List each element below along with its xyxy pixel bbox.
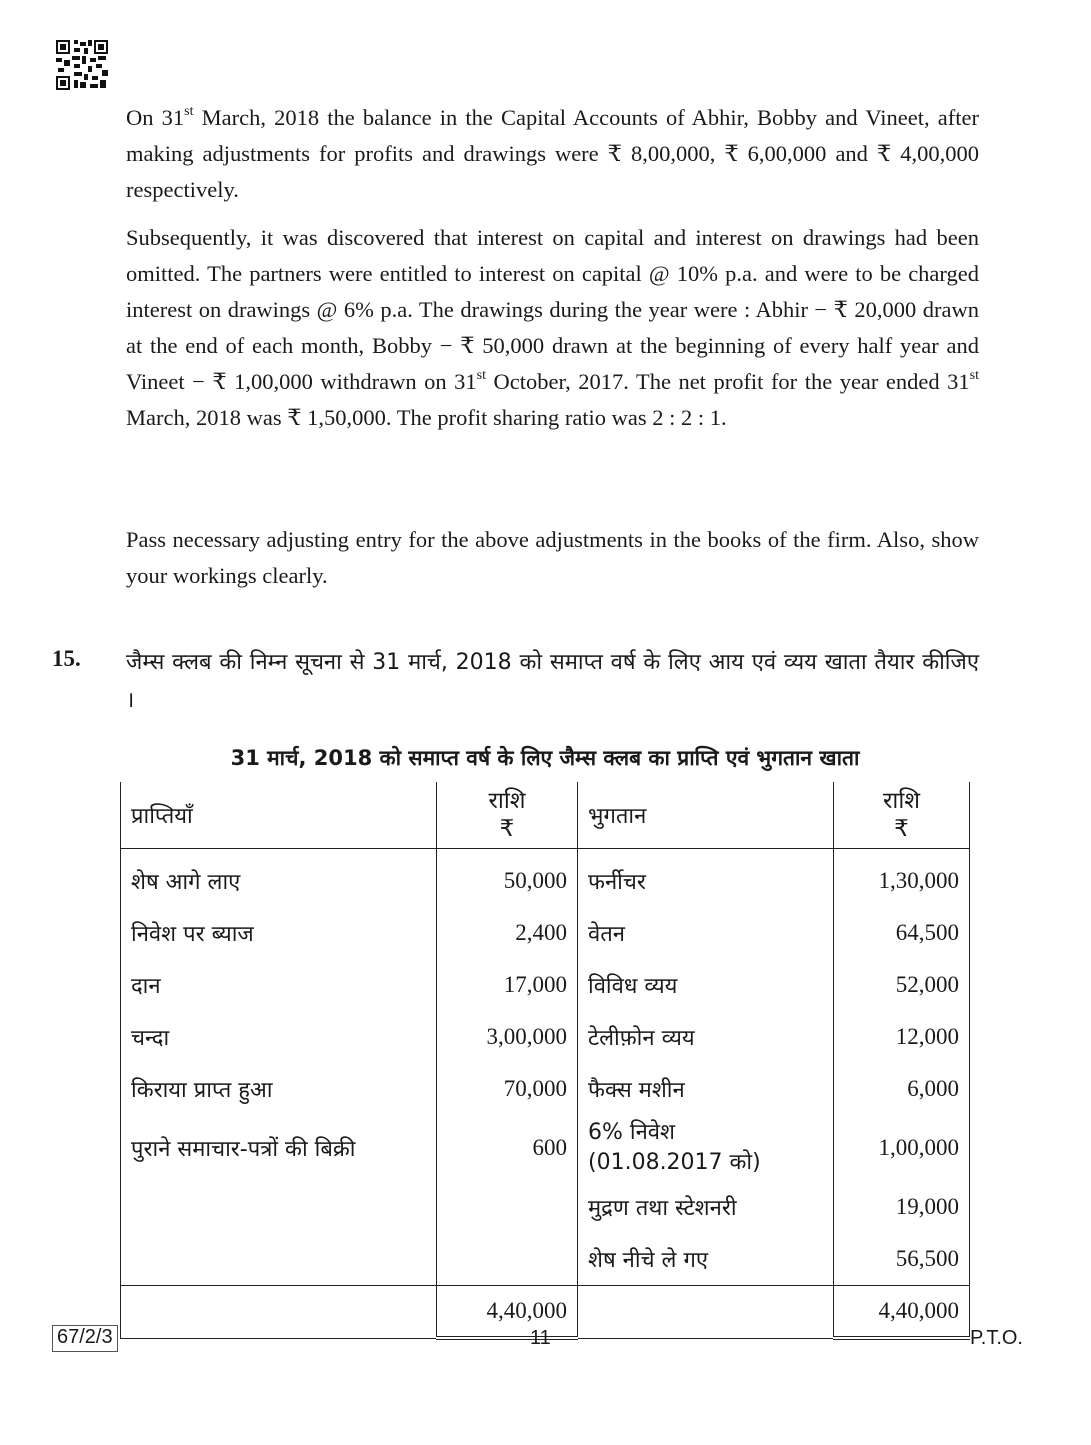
header-amount-payments: राशि ₹ [834,782,970,849]
payment-amount: 1,30,000 [834,849,970,908]
receipt-amount: 600 [437,1115,578,1181]
payment-item: 6% निवेश (01.08.2017 को) [578,1115,834,1181]
payment-amount: 1,00,000 [834,1115,970,1181]
payment-item: शेष नीचे ले गए [578,1233,834,1286]
receipt-item: निवेश पर ब्याज [121,907,437,959]
table-row [121,1181,970,1233]
paper-code: 67/2/3 [52,1325,118,1352]
receipt-item: दान [121,959,437,1011]
payment-item: फैक्स मशीन [578,1063,834,1115]
payment-item: टेलीफ़ोन व्यय [578,1011,834,1063]
table-header-row [121,782,970,849]
question-number: 15. [52,646,81,671]
payment-item: विविध व्यय [578,959,834,1011]
receipt-amount: 70,000 [437,1063,578,1115]
pto-label: P.T.O. [970,1327,1023,1349]
receipt-item: किराया प्राप्त हुआ [121,1063,437,1115]
payment-item: फर्नीचर [578,849,834,908]
table-row [121,907,970,959]
question-text: जैम्स क्लब की निम्न सूचना से 31 मार्च, 2018 को समाप्त वर्ष के लिए आय एवं व्यय खाता तैयार कीजिए । [126,650,979,713]
qr-code-icon [56,40,108,90]
payment-amount: 52,000 [834,959,970,1011]
table-row [121,959,970,1011]
table-title: 31 मार्च, 2018 को समाप्त वर्ष के लिए जैम्स क्लब का प्राप्ति एवं भुगतान खाता [230,746,860,770]
payment-amount: 19,000 [834,1181,970,1233]
table-row [121,1011,970,1063]
paragraph-omitted-interest: Subsequently, it was discovered that interest on capital and interest on drawings had been omitted. The partners were entitled to interest on capital @ 10% p.a. and were to be charged interest on drawings @ 6% p.a. The drawings during the year were : Abhir − ₹ 20,000 drawn at the end of each month, Bobby − ₹ 50,000 drawn at the beginning of every half year and Vineet − ₹ 1,00,000 withdrawn on 31st October, 2017. The net profit for the year ended 31st March, 2018 was ₹ 1,50,000. The profit sharing ratio was 2 : 2 : 1. [126,225,979,430]
page-number: 11 [530,1327,551,1349]
paragraph-instruction: Pass necessary adjusting entry for the above adjustments in the books of the firm. Also, show your workings clearly. [126,527,979,588]
total-payments: 4,40,000 [834,1286,970,1339]
receipt-item: पुराने समाचार-पत्रों की बिक्री [121,1115,437,1181]
table-row [121,849,970,908]
receipts-payments-table [120,782,970,1340]
receipt-item: शेष आगे लाए [121,849,437,908]
receipt-item [121,1233,437,1286]
receipt-amount: 50,000 [437,849,578,908]
payment-amount: 6,000 [834,1063,970,1115]
table-row [121,1115,970,1181]
receipt-amount: 17,000 [437,959,578,1011]
receipt-amount [437,1181,578,1233]
payment-amount: 64,500 [834,907,970,959]
table-row [121,1063,970,1115]
payment-item: वेतन [578,907,834,959]
header-payments: भुगतान [578,782,834,849]
total-payments-label [578,1286,834,1339]
receipt-item [121,1181,437,1233]
receipt-amount [437,1233,578,1286]
payment-amount: 56,500 [834,1233,970,1286]
paragraph-capital-balances: On 31st March, 2018 the balance in the Capital Accounts of Abhir, Bobby and Vineet, after making adjustments for profits and drawings were ₹ 8,00,000, ₹ 6,00,000 and ₹ 4,00,000 respectively. [126,103,980,202]
payment-amount: 12,000 [834,1011,970,1063]
receipt-amount: 2,400 [437,907,578,959]
receipt-item: चन्दा [121,1011,437,1063]
total-receipts: 4,40,000 [437,1286,578,1339]
table-row [121,1233,970,1286]
payment-item: मुद्रण तथा स्टेशनरी [578,1181,834,1233]
receipt-amount: 3,00,000 [437,1011,578,1063]
total-receipts-label [121,1286,437,1339]
header-receipts: प्राप्तियाँ [121,782,437,849]
header-amount-receipts: राशि ₹ [437,782,578,849]
